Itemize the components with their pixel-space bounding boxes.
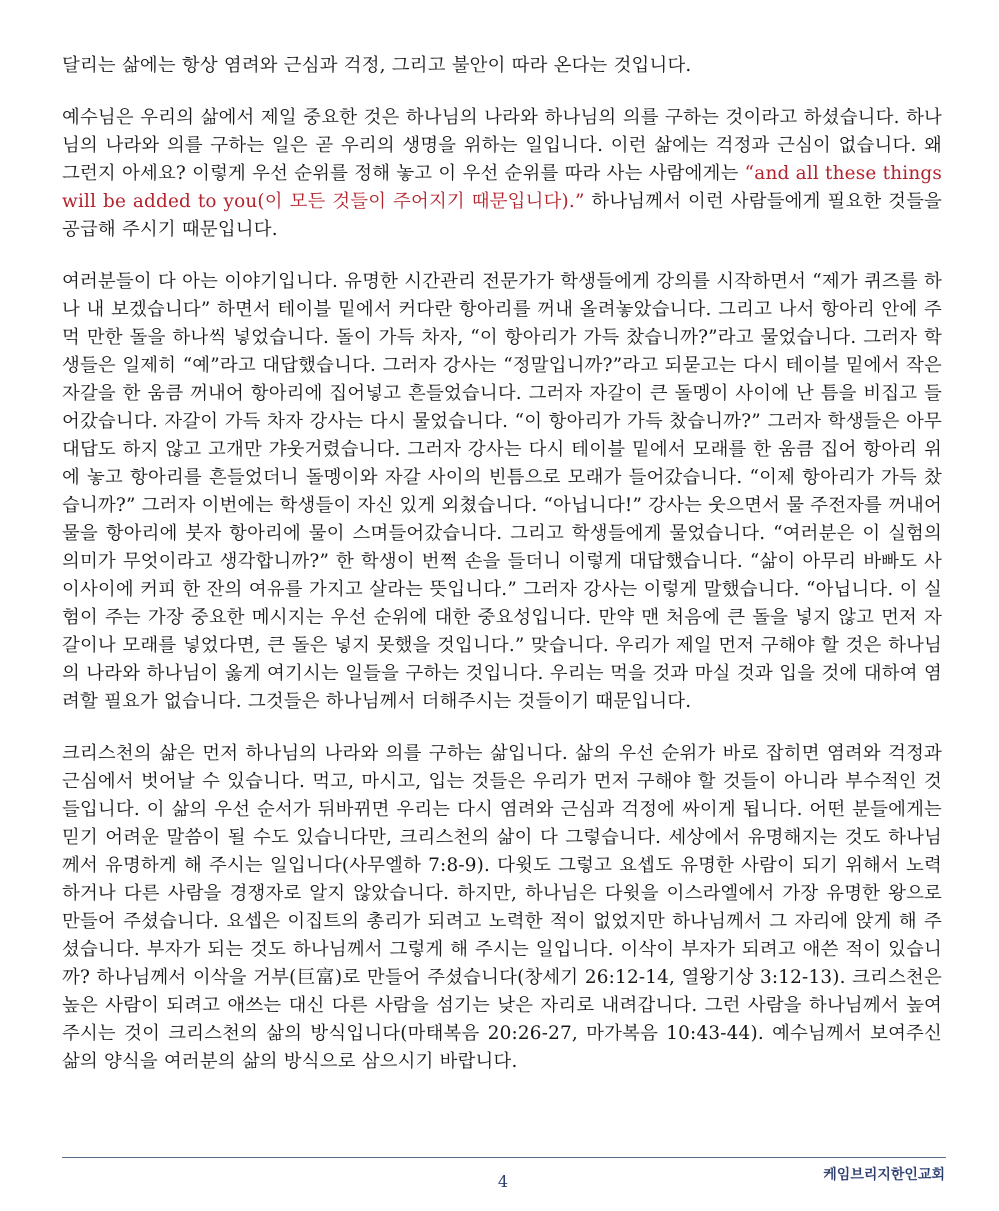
- paragraph-2-text-start: 예수님은 우리의 삶에서 제일 중요한 것은 하나님의 나라와 하나님의 의를 구하는 것이라고 하셨습니다. 하나님의 나라와 의를 구하는 일은 곧 우리의 생명을 위하는 일입니다. 이런 삶에는 걱정과 근심이 없습니다. 왜 그런지 아세요? 이렇게 우선 순위를 정해 놓고 이 우선 순위를 따라 사는 사람에게는: [62, 107, 942, 184]
- paragraph-2-text-end: 하나님께서 이런 사람들에게 필요한 것들을 공급해 주시기 때문입니다.: [62, 191, 943, 240]
- scripture-quote: “and all these things will be added to you(이 모든 것들이 주어지기 때문입니다).”: [62, 163, 942, 212]
- paragraph-3: 여러분들이 다 아는 이야기입니다. 유명한 시간관리 전문가가 학생들에게 강의를 시작하면서 “제가 퀴즈를 하나 내 보겠습니다” 하면서 테이블 밑에서 커다란 항아리를 꺼내 올려놓았습니다. 그리고 나서 항아리 안에 주먹 만한 돌을 하나씩 넣었습니다. 돌이 가득 차자, “이 항아리가 가득 찼습니까?”라고 물었습니다. 그러자 학생들은 일제히 “예”라고 대답했습니다. 그러자 강사는 “정말입니까?”라고 되묻고는 다시 테이블 밑에서 작은 자갈을 한 움큼 꺼내어 항아리에 집어넣고 흔들었습니다. 그러자 자갈이 큰 돌멩이 사이에 난 틈을 비집고 들어갔습니다. 자갈이 가득 차자 강사는 다시 물었습니다. “이 항아리가 가득 찼습니까?” 그러자 학생들은 아무 대답도 하지 않고 고개만 갸웃거렸습니다. 그러자 강사는 다시 테이블 밑에서 모래를 한 움큼 집어 항아리 위에 놓고 항아리를 흔들었더니 돌멩이와 자갈 사이의 빈틈으로 모래가 들어갔습니다. “이제 항아리가 가득 찼습니까?” 그러자 이번에는 학생들이 자신 있게 외쳤습니다. “아닙니다!” 강사는 웃으면서 물 주전자를 꺼내어 물을 항아리에 붓자 항아리에 물이 스며들어갔습니다. 그리고 학생들에게 물었습니다. “여러분은 이 실험의 의미가 무엇이라고 생각합니까?” 한 학생이 번쩍 손을 들더니 이렇게 대답했습니다. “삶이 아무리 바빠도 사이사이에 커피 한 잔의 여유를 가지고 살라는 뜻입니다.” 그러자 강사는 이렇게 말했습니다. “아닙니다. 이 실험이 주는 가장 중요한 메시지는 우선 순위에 대한 중요성입니다. 만약 맨 처음에 큰 돌을 넣지 않고 먼저 자갈이나 모래를 넣었다면, 큰 돌은 넣지 못했을 것입니다.” 맞습니다. 우리가 제일 먼저 구해야 할 것은 하나님의 나라와 하나님이 옳게 여기시는 일들을 구하는 것입니다. 우리는 먹을 것과 마실 것과 입을 것에 대하여 염려할 필요가 없습니다. 그것들은 하나님께서 더해주시는 것들이기 때문입니다.: [62, 271, 942, 712]
- paragraph-2: [62, 104, 942, 244]
- paragraph-1: 달리는 삶에는 항상 염려와 근심과 걱정, 그리고 불안이 따라 온다는 것입니다.: [62, 55, 692, 76]
- footer-divider: [62, 1157, 946, 1158]
- document-body: [62, 52, 942, 1100]
- page-number: 4: [497, 1172, 509, 1191]
- paragraph-4: 크리스천의 삶은 먼저 하나님의 나라와 의를 구하는 삶입니다. 삶의 우선 순위가 바로 잡히면 염려와 걱정과 근심에서 벗어날 수 있습니다. 먹고, 마시고, 입는 것들은 우리가 먼저 구해야 할 것들이 아니라 부수적인 것들입니다. 이 삶의 우선 순서가 뒤바뀌면 우리는 다시 염려와 근심과 걱정에 싸이게 됩니다. 어떤 분들에게는 믿기 어려운 말씀이 될 수도 있습니다만, 크리스천의 삶이 다 그렇습니다. 세상에서 유명해지는 것도 하나님께서 유명하게 해 주시는 일입니다(사무엘하 7:8-9). 다윗도 그렇고 요셉도 유명한 사람이 되기 위해서 노력하거나 다른 사람을 경쟁자로 알지 않았습니다. 하지만, 하나님은 다윗을 이스라엘에서 가장 유명한 왕으로 만들어 주셨습니다. 요셉은 이집트의 총리가 되려고 노력한 적이 없었지만 하나님께서 그 자리에 앉게 해 주셨습니다. 부자가 되는 것도 하나님께서 그렇게 해 주시는 일입니다. 이삭이 부자가 되려고 애쓴 적이 있습니까? 하나님께서 이삭을 거부(巨富)로 만들어 주셨습니다(창세기 26:12-14, 열왕기상 3:12-13). 크리스천은 높은 사람이 되려고 애쓰는 대신 다른 사람을 섬기는 낮은 자리로 내려갑니다. 그런 사람을 하나님께서 높여 주시는 것이 크리스천의 삶의 방식입니다(마태복음 20:26-27, 마가복음 10:43-44). 예수님께서 보여주신 삶의 양식을 여러분의 삶의 방식으로 삼으시기 바랍니다.: [62, 743, 942, 1072]
- church-name: 케임브리지한인교회: [823, 1167, 945, 1183]
